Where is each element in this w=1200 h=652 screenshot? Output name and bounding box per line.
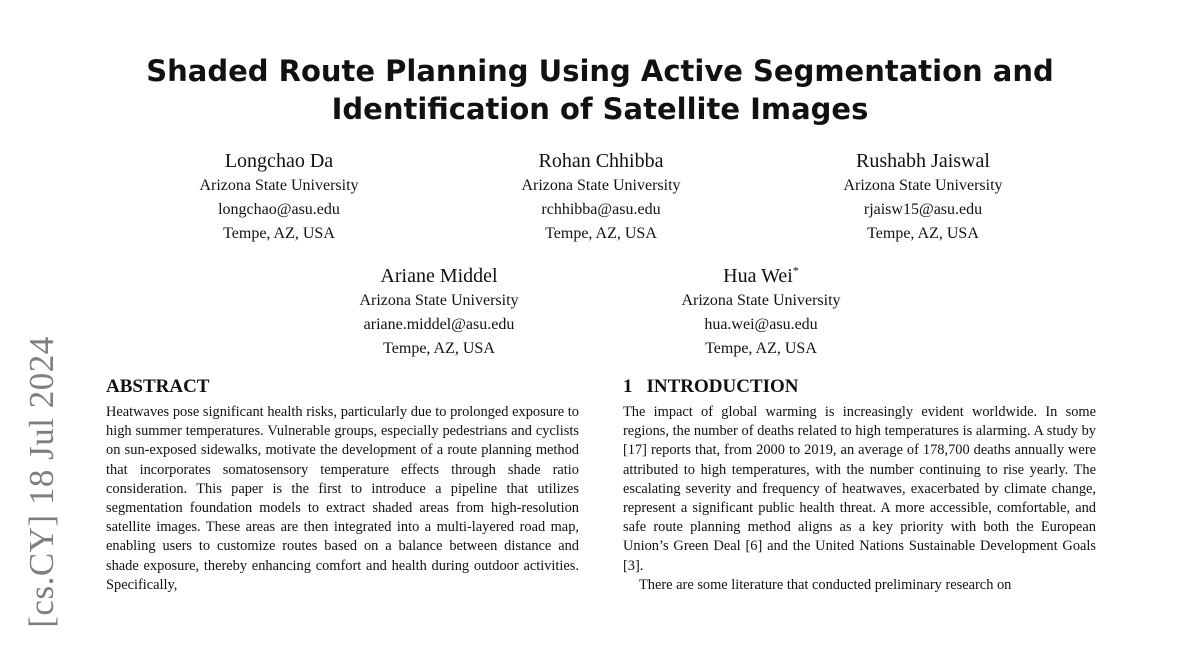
author-name: Longchao Da [224,150,334,172]
author-affiliation: Arizona State University [199,177,359,194]
author-location: Tempe, AZ, USA [867,225,979,242]
arxiv-stamp: [cs.CY] 18 Jul 2024 [22,336,61,628]
author-affiliation: Arizona State University [359,292,519,309]
section-title: INTRODUCTION [646,376,799,397]
abstract-body [106,403,579,595]
author-location: Tempe, AZ, USA [705,340,817,357]
paper-title [120,52,1080,128]
author-name [631,263,891,289]
section-number: 1 [623,376,633,397]
author-affiliation: Arizona State University [681,292,841,309]
introduction-body [623,403,1096,595]
author-block [149,148,409,246]
author-email[interactable]: ariane.middel@asu.edu [363,316,515,333]
abstract-paragraph: Heatwaves pose significant health risks, particularly due to prolonged exposure to high summer temperatures. Vulnerable groups, especially pedestrians and cyclists on sun-exposed sidewalks, motivate the development of a route planning method that incorporates somatosensory temperature effects through shade ratio consideration. This paper is the first to introduce a pipeline that utilizes segmentation foundation models to extract shaded areas from high-resolution satellite images. These areas are then integrated into a multi-layered road map, enabling users to customize routes based on a balance between distance and shade exposure, thereby enhancing comfort and health during outdoor activities. Specifically, [106,404,579,593]
author-block [309,263,569,361]
author-location: Tempe, AZ, USA [383,340,495,357]
author-name: Rushabh Jaiswal [856,150,990,172]
introduction-heading [623,375,799,399]
paper-title-line-2: Identification of Satellite Images [331,92,869,126]
abstract-heading: ABSTRACT [106,376,210,397]
author-affiliation: Arizona State University [843,177,1003,194]
author-name-text: Hua Wei [723,265,793,287]
author-affiliation: Arizona State University [521,177,681,194]
author-block [793,148,1053,246]
author-block [471,148,731,246]
author-email[interactable]: hua.wei@asu.edu [704,316,818,333]
introduction-paragraph-2: There are some literature that conducted preliminary research on [639,576,1012,593]
author-location: Tempe, AZ, USA [223,225,335,242]
author-name: Ariane Middel [380,265,498,287]
author-email[interactable]: rjaisw15@asu.edu [863,201,983,218]
author-name: Rohan Chhibba [538,150,664,172]
author-location: Tempe, AZ, USA [545,225,657,242]
author-email[interactable]: rchhibba@asu.edu [541,201,661,218]
author-block [631,263,891,361]
paper-title-line-1: Shaded Route Planning Using Active Segmentation and [146,54,1054,88]
author-email[interactable]: longchao@asu.edu [218,201,340,218]
introduction-paragraph-1: The impact of global warming is increasingly evident worldwide. In some regions, the number of deaths related to high temperatures is alarming. A study by [17] reports that, from 2000 to 2019, an average of 178,700 deaths annually were attributed to high temperatures, with the number continuing to rise yearly. The escalating severity and frequency of heatwaves, exacerbated by climate change, represent a significant public health threat. A more accessible, comfortable, and safe route planning method aligns as a key priority with both the European Union’s Green Deal [6] and the United Nations Sustainable Development Goals [3]. [623,404,1096,574]
corresponding-author-mark[interactable]: * [792,263,799,278]
